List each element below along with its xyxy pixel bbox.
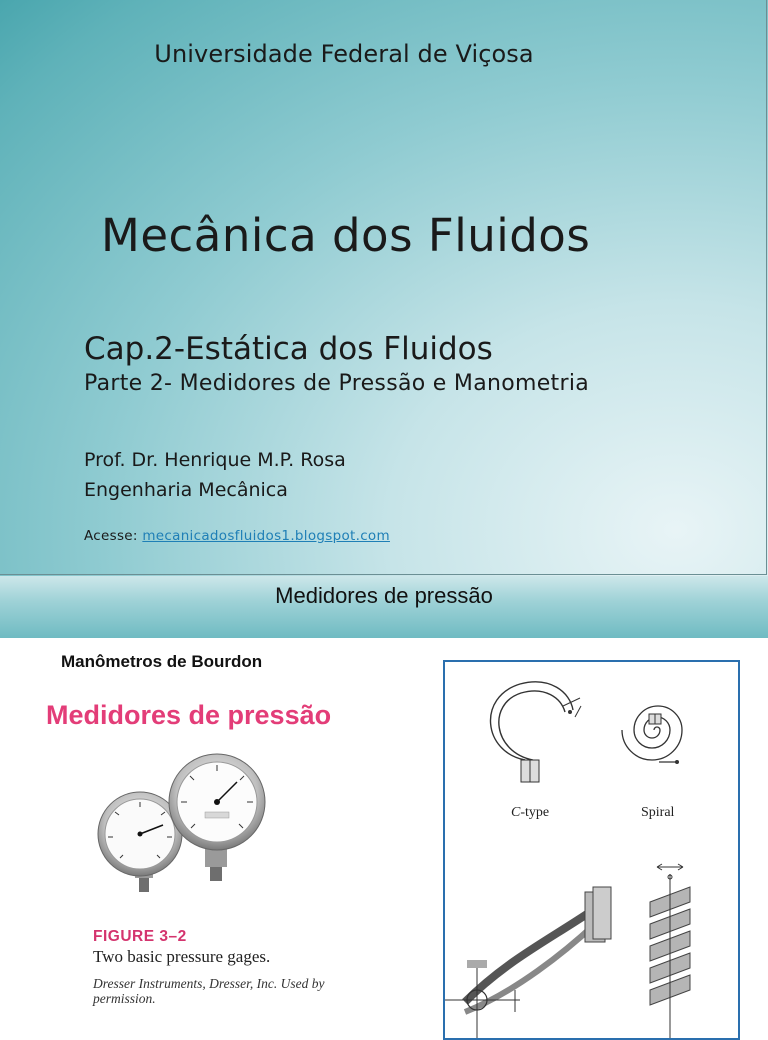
- university-name: Universidade Federal de Viçosa: [154, 40, 534, 68]
- pressure-gauges-image: [95, 752, 275, 902]
- c-type-label-suffix: -type: [520, 805, 550, 820]
- professor-name: Prof. Dr. Henrique M.P. Rosa: [84, 449, 346, 471]
- part-title: Parte 2- Medidores de Pressão e Manometria: [84, 371, 590, 396]
- figure-caption: Two basic pressure gages.: [93, 947, 271, 966]
- access-label: Acesse:: [84, 528, 143, 544]
- figure-label: FIGURE 3–2: [93, 928, 187, 945]
- bourdon-tube-drawings: [445, 662, 738, 1038]
- bourdon-tube-diagram: [443, 660, 740, 1040]
- c-type-label: [511, 805, 549, 821]
- access-line: [84, 528, 390, 544]
- figure-heading: Medidores de pressão: [46, 700, 332, 730]
- department-name: Engenharia Mecânica: [84, 479, 288, 501]
- bourdon-subtitle: Manômetros de Bourdon: [61, 652, 263, 671]
- blog-link[interactable]: mecanicadosfluidos1.blogspot.com: [142, 528, 390, 544]
- slide2-title: Medidores de pressão: [275, 583, 493, 608]
- c-type-label-prefix: C: [511, 805, 521, 820]
- figure-credit: Dresser Instruments, Dresser, Inc. Used by permission.: [93, 976, 325, 1006]
- spiral-label: Spiral: [641, 805, 675, 820]
- course-title: Mecânica dos Fluidos: [101, 209, 591, 262]
- chapter-title: Cap.2-Estática dos Fluidos: [84, 331, 493, 367]
